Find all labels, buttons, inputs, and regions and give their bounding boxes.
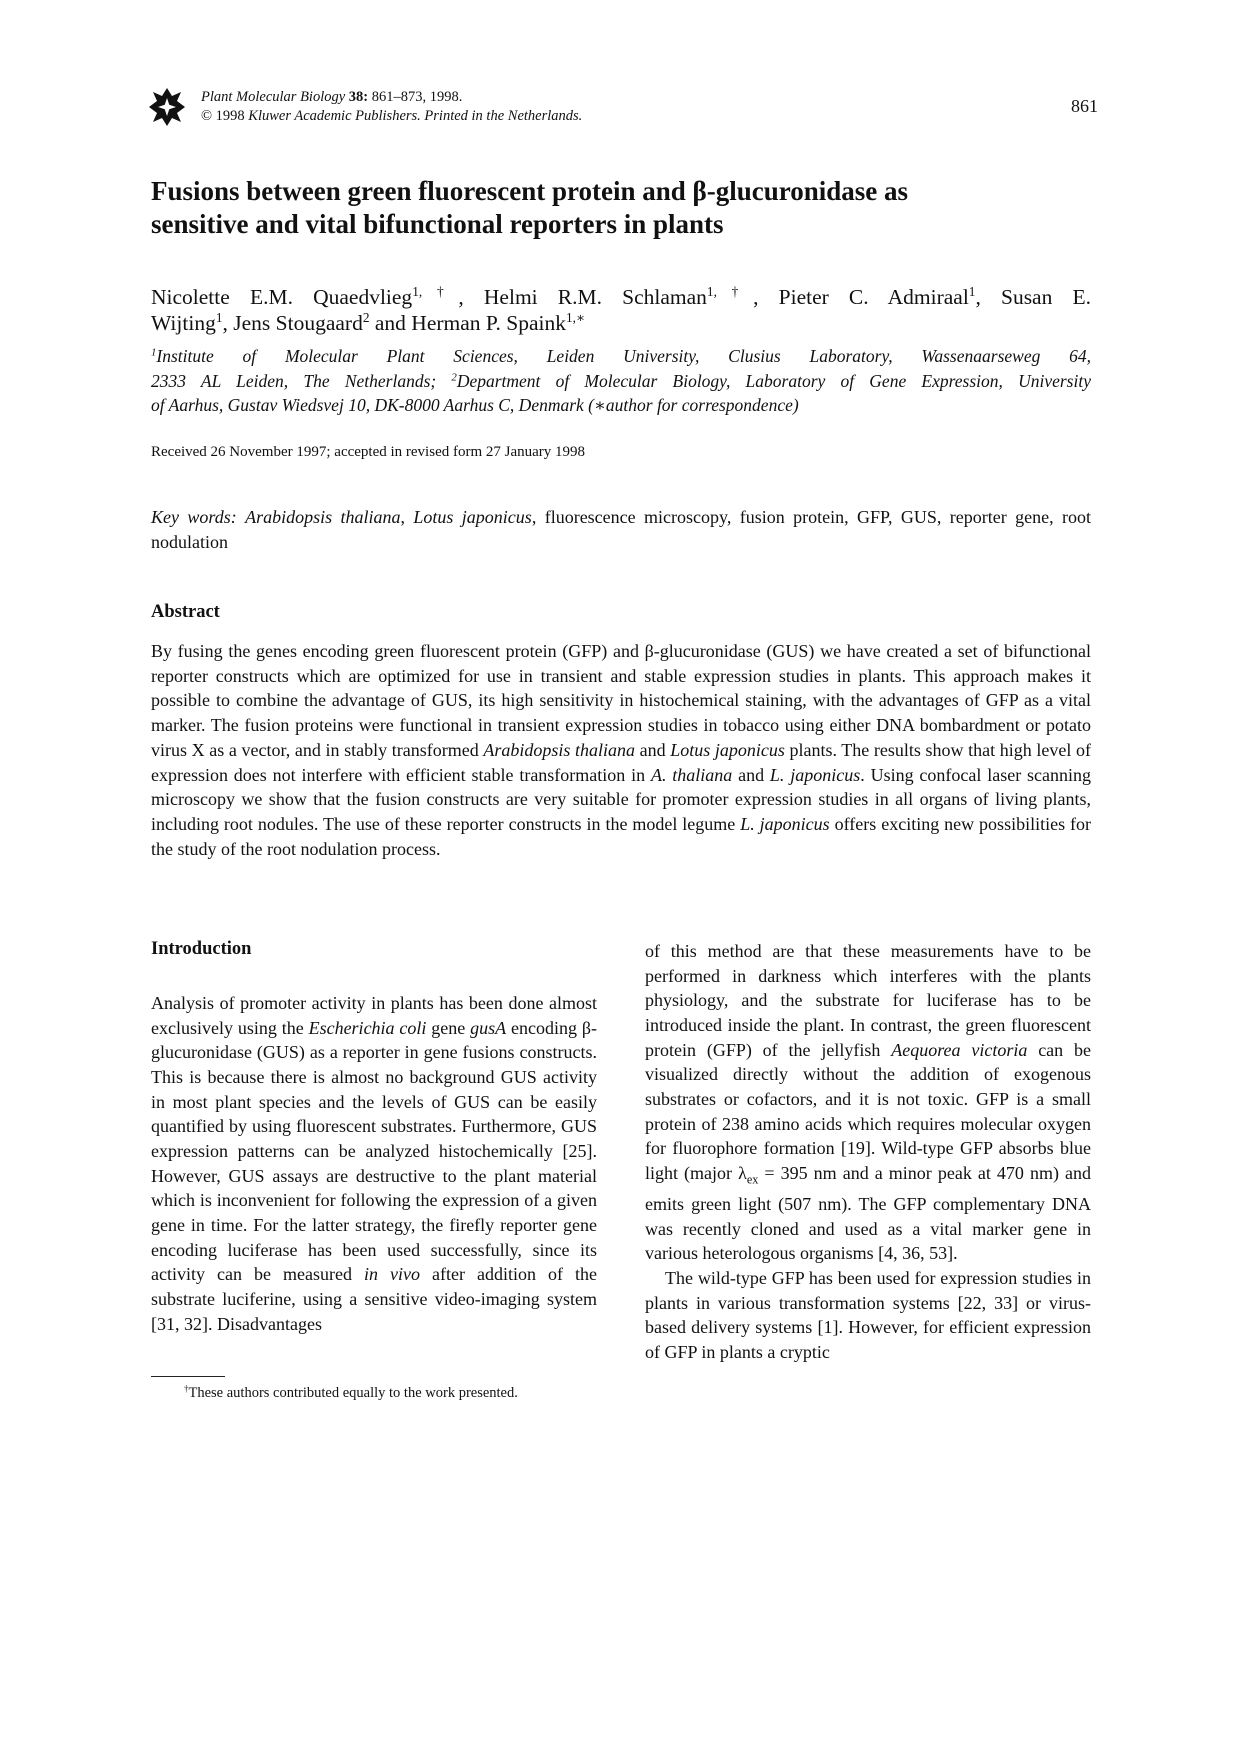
keywords-rest: , fluorescence microscopy, fusion protein, GFP, GUS, reporter gene, root nodulation bbox=[151, 507, 1092, 552]
author-name: , Jens Stougaard bbox=[222, 311, 363, 335]
affiliation-text: Department of Molecular Biology, Laboratory of Gene Expression, University bbox=[456, 370, 1091, 391]
footnote-rule bbox=[151, 1376, 225, 1377]
intro-column-left bbox=[151, 991, 597, 1336]
footnote bbox=[184, 1385, 518, 1402]
title-line-1: Fusions between green fluorescent protein and β-glucuronidase as bbox=[151, 176, 909, 206]
abstract-heading: Abstract bbox=[151, 602, 220, 622]
abstract-span: By fusing the genes encoding green fluorescent protein (GFP) and β-glucuronidase (GUS) we have created a set of bifunctional reporter constructs which are optimized for use in transient and stable expression studies in plants. This approach makes it possible to combine the advantage of GUS, its high sensitivity in histochemical staining, with the advantages of GFP as a vital marker. The fusion proteins were functional in transient expression studies in tobacco using either DNA bombardment or potato virus X as a vector, and in stably transformed bbox=[151, 641, 1091, 760]
affiliation-text: 2333 AL Leiden, The Netherlands; bbox=[151, 370, 452, 391]
intro-span: = 395 nm and a minor peak at 470 nm) and emits green light (507 nm). The GFP complementary DNA was recently cloned and used as a vital marker gene in various heterologous organisms [4, 36, 53]. bbox=[645, 1162, 1091, 1264]
author-sup: 1 bbox=[968, 284, 976, 300]
affiliation-line-3: of Aarhus, Gustav Wiedsvej 10, DK-8000 Aarhus C, Denmark (∗author for correspondence) bbox=[151, 395, 799, 415]
author-sup: 1,∗ bbox=[565, 310, 586, 326]
authors-line-1 bbox=[151, 284, 1091, 310]
keyword: Lotus japonicus bbox=[413, 507, 532, 527]
author-sup: 1,† bbox=[706, 284, 754, 300]
abstract-italic: L. japonicus bbox=[769, 764, 861, 785]
footnote-text: These authors contributed equally to the work presented. bbox=[188, 1385, 518, 1401]
affiliation-sup: 2 bbox=[451, 371, 457, 383]
intro-column-right bbox=[645, 939, 1091, 1365]
publisher-logo-icon bbox=[148, 86, 186, 128]
copyright: © 1998 bbox=[201, 108, 245, 124]
intro-paragraph: The wild-type GFP has been used for expression studies in plants in various transformation systems [22, 33] or virus-based delivery systems [1]. However, for efficient expression of GFP in plants a cryptic bbox=[645, 1268, 1091, 1363]
author-sup: 2 bbox=[362, 310, 370, 326]
journal-pages: 861–873, 1998. bbox=[371, 89, 463, 105]
abstract-span: . Using confocal laser scanning microscopy we show that the fusion constructs are very suitable for promoter expression studies in all organs of living plants, including root nodules. The use of these reporter constructs in the model legume bbox=[151, 764, 1091, 834]
intro-subscript: ex bbox=[746, 1172, 759, 1187]
journal-info bbox=[201, 88, 582, 126]
keyword-separator: , bbox=[400, 507, 414, 527]
abstract-span: and bbox=[732, 764, 770, 785]
received-date: Received 26 November 1997; accepted in revised form 27 January 1998 bbox=[151, 444, 586, 460]
authors-line-2 bbox=[151, 310, 1091, 336]
abstract-italic: Arabidopsis thaliana bbox=[483, 739, 635, 760]
author-name: , Pieter C. Admiraal bbox=[753, 285, 969, 309]
abstract-italic: L. japonicus bbox=[740, 813, 830, 834]
keywords-label: Key words: bbox=[151, 507, 237, 527]
abstract-span: and bbox=[634, 739, 671, 760]
abstract-italic: A. thaliana bbox=[650, 764, 733, 785]
affiliation-line-2 bbox=[151, 369, 1091, 394]
intro-italic: Aequorea victoria bbox=[891, 1039, 1028, 1060]
intro-paragraph bbox=[645, 939, 1091, 1266]
journal-volume: 38: bbox=[348, 89, 369, 105]
keyword: Arabidopsis thaliana bbox=[245, 507, 401, 527]
title-line-2: sensitive and vital bifunctional reporters in plants bbox=[151, 209, 724, 239]
intro-span: Analysis of promoter activity in plants has been done almost exclusively using the bbox=[151, 993, 597, 1038]
affiliation-sup: 1 bbox=[151, 346, 157, 359]
abstract-text bbox=[151, 639, 1091, 861]
intro-paragraph bbox=[151, 991, 597, 1336]
abstract-span: offers exciting new possibilities for the study of the root nodulation process. bbox=[151, 813, 1091, 859]
intro-span: gene bbox=[426, 1017, 471, 1038]
intro-italic: gusA bbox=[470, 1017, 507, 1038]
intro-italic: in vivo bbox=[363, 1264, 420, 1285]
author-name: , Susan E. bbox=[975, 285, 1091, 309]
abstract-span: plants. The results show that high level of expression does not interfere with efficient stable transformation in bbox=[151, 739, 1091, 785]
publisher: Kluwer Academic Publishers. Printed in the Netherlands. bbox=[248, 108, 583, 124]
intro-span: of this method are that these measurements have to be performed in darkness which interferes with the plants physiology, and the substrate for luciferase has to be introduced inside the plant. In contrast, the green fluorescent protein (GFP) of the jellyfish bbox=[645, 941, 1091, 1060]
author-sup: 1,† bbox=[412, 284, 459, 300]
intro-italic: Escherichia coli bbox=[308, 1017, 427, 1038]
keywords bbox=[151, 505, 1091, 555]
author-sup: 1 bbox=[215, 310, 223, 326]
intro-span: can be visualized directly without the addition of exogenous substrates or cofactors, and it is not toxic. GFP is a small protein of 238 amino acids which requires molecular oxygen for fluorophore formation [19]. Wild-type GFP absorbs blue light (major λ bbox=[645, 1039, 1091, 1183]
author-name: , Helmi R.M. Schlaman bbox=[458, 285, 707, 309]
affiliation-line-1 bbox=[151, 344, 1091, 369]
page-number: 861 bbox=[1071, 96, 1098, 116]
author-name: Wijting bbox=[151, 311, 216, 335]
introduction-heading: Introduction bbox=[151, 939, 252, 959]
journal-name: Plant Molecular Biology bbox=[201, 89, 346, 105]
author-name: and Herman P. Spaink bbox=[369, 311, 566, 335]
affiliation-text: Institute of Molecular Plant Sciences, Leiden University, Clusius Laboratory, Wassenaarseweg 64, bbox=[156, 346, 1091, 366]
footnote-mark: † bbox=[184, 1383, 189, 1394]
intro-span: encoding β-glucuronidase (GUS) as a reporter in gene fusions constructs. This is because there is almost no background GUS activity in most plant species and the levels of GUS can be easily quantified by using fluorescent substrates. Furthermore, GUS expression patterns can be analyzed histochemically [25]. However, GUS assays are destructive to the plant material which is inconvenient for following the expression of a given gene in time. For the latter strategy, the firefly reporter gene encoding luciferase has been used successfully, since its activity can be measured bbox=[151, 1017, 598, 1285]
author-name: Nicolette E.M. Quaedvlieg bbox=[151, 285, 413, 309]
abstract-italic: Lotus japonicus bbox=[670, 739, 785, 760]
paper-title bbox=[151, 175, 1091, 241]
intro-span: after addition of the substrate luciferine, using a sensitive video-imaging system [31, 32]. Disadvantages bbox=[151, 1264, 597, 1334]
